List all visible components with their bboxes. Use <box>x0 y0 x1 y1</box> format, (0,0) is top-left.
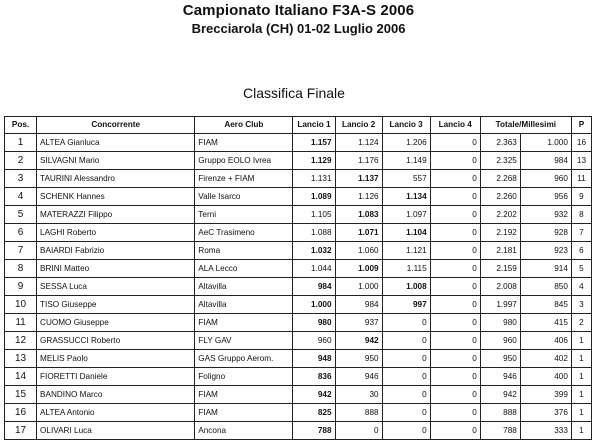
row-position: 8 <box>5 260 37 278</box>
row-lancio-1: 980 <box>293 314 335 332</box>
row-lancio-4: 0 <box>430 314 480 332</box>
table-row <box>5 404 592 422</box>
row-position: 4 <box>5 188 37 206</box>
row-lancio-4: 0 <box>430 422 480 440</box>
row-points: 16 <box>571 134 591 152</box>
row-aero-club: FIAM <box>195 386 293 404</box>
row-aero-club: Altavilla <box>195 278 293 296</box>
row-lancio-4: 0 <box>430 206 480 224</box>
row-millesimi: 406 <box>520 332 571 350</box>
row-competitor: OLIVARI Luca <box>37 422 195 440</box>
row-lancio-1: 1.157 <box>293 134 335 152</box>
row-lancio-4: 0 <box>430 296 480 314</box>
row-lancio-1: 984 <box>293 278 335 296</box>
row-lancio-2: 1.071 <box>335 224 382 242</box>
header-lancio-1: Lancio 1 <box>293 117 335 134</box>
row-points: 8 <box>571 206 591 224</box>
row-lancio-2: 1.126 <box>335 188 382 206</box>
table-row <box>5 152 592 170</box>
row-lancio-2: 1.060 <box>335 242 382 260</box>
row-lancio-2: 950 <box>335 350 382 368</box>
row-millesimi: 984 <box>520 152 571 170</box>
row-competitor: ALTEA Gianluca <box>37 134 195 152</box>
row-lancio-2: 1.137 <box>335 170 382 188</box>
row-lancio-4: 0 <box>430 278 480 296</box>
row-points: 4 <box>571 278 591 296</box>
row-competitor: MATERAZZI Filippo <box>37 206 195 224</box>
row-totale: 950 <box>480 350 520 368</box>
row-totale: 2.159 <box>480 260 520 278</box>
row-aero-club: Terni <box>195 206 293 224</box>
row-lancio-4: 0 <box>430 224 480 242</box>
row-millesimi: 845 <box>520 296 571 314</box>
header-concorrente: Concorrente <box>37 117 195 134</box>
row-millesimi: 1.000 <box>520 134 571 152</box>
row-points: 6 <box>571 242 591 260</box>
header-lancio-4: Lancio 4 <box>430 117 480 134</box>
row-millesimi: 932 <box>520 206 571 224</box>
row-lancio-1: 825 <box>293 404 335 422</box>
row-lancio-4: 0 <box>430 386 480 404</box>
document-title: Campionato Italiano F3A-S 2006 <box>182 2 415 19</box>
table-row <box>5 242 592 260</box>
row-aero-club: Roma <box>195 242 293 260</box>
row-lancio-1: 948 <box>293 350 335 368</box>
table-row <box>5 170 592 188</box>
table-row <box>5 332 592 350</box>
row-competitor: SCHENK Hannes <box>37 188 195 206</box>
row-lancio-1: 1.129 <box>293 152 335 170</box>
row-lancio-1: 1.105 <box>293 206 335 224</box>
row-millesimi: 923 <box>520 242 571 260</box>
row-lancio-3: 997 <box>382 296 430 314</box>
row-lancio-4: 0 <box>430 134 480 152</box>
row-millesimi: 850 <box>520 278 571 296</box>
row-competitor: BAIARDI Fabrizio <box>37 242 195 260</box>
row-lancio-4: 0 <box>430 332 480 350</box>
table-row <box>5 206 592 224</box>
table-row <box>5 350 592 368</box>
row-lancio-1: 1.000 <box>293 296 335 314</box>
row-lancio-1: 1.044 <box>293 260 335 278</box>
row-competitor: BANDINO Marco <box>37 386 195 404</box>
row-position: 7 <box>5 242 37 260</box>
row-lancio-1: 960 <box>293 332 335 350</box>
row-lancio-2: 937 <box>335 314 382 332</box>
row-millesimi: 928 <box>520 224 571 242</box>
table-row <box>5 314 592 332</box>
row-lancio-2: 946 <box>335 368 382 386</box>
row-lancio-2: 942 <box>335 332 382 350</box>
row-lancio-1: 788 <box>293 422 335 440</box>
row-totale: 2.181 <box>480 242 520 260</box>
row-position: 13 <box>5 350 37 368</box>
row-position: 6 <box>5 224 37 242</box>
row-totale: 960 <box>480 332 520 350</box>
row-millesimi: 399 <box>520 386 571 404</box>
row-competitor: GRASSUCCI Roberto <box>37 332 195 350</box>
row-aero-club: FLY GAV <box>195 332 293 350</box>
row-position: 2 <box>5 152 37 170</box>
row-lancio-3: 0 <box>382 422 430 440</box>
row-points: 7 <box>571 224 591 242</box>
row-position: 9 <box>5 278 37 296</box>
row-aero-club: Ancona <box>195 422 293 440</box>
row-lancio-2: 1.124 <box>335 134 382 152</box>
table-row <box>5 278 592 296</box>
row-lancio-2: 30 <box>335 386 382 404</box>
header-lancio-3: Lancio 3 <box>382 117 430 134</box>
row-lancio-4: 0 <box>430 242 480 260</box>
row-aero-club: Foligno <box>195 368 293 386</box>
row-totale: 1.997 <box>480 296 520 314</box>
row-lancio-3: 0 <box>382 386 430 404</box>
row-millesimi: 415 <box>520 314 571 332</box>
row-lancio-3: 1.115 <box>382 260 430 278</box>
header-totale-millesimi: Totale/Millesimi <box>480 117 571 134</box>
row-totale: 2.202 <box>480 206 520 224</box>
row-lancio-4: 0 <box>430 152 480 170</box>
row-totale: 2.325 <box>480 152 520 170</box>
row-lancio-1: 1.088 <box>293 224 335 242</box>
header-p: P <box>571 117 591 134</box>
row-lancio-2: 1.083 <box>335 206 382 224</box>
table-row <box>5 134 592 152</box>
table-row <box>5 386 592 404</box>
row-points: 1 <box>571 386 591 404</box>
row-lancio-3: 1.206 <box>382 134 430 152</box>
row-points: 9 <box>571 188 591 206</box>
row-position: 1 <box>5 134 37 152</box>
row-competitor: MELIS Paolo <box>37 350 195 368</box>
header-aero-club: Aero Club <box>195 117 293 134</box>
row-competitor: BRINI Matteo <box>37 260 195 278</box>
row-aero-club: Valle Isarco <box>195 188 293 206</box>
row-lancio-4: 0 <box>430 350 480 368</box>
row-totale: 942 <box>480 386 520 404</box>
row-lancio-1: 1.131 <box>293 170 335 188</box>
row-points: 1 <box>571 404 591 422</box>
row-lancio-2: 984 <box>335 296 382 314</box>
row-lancio-1: 836 <box>293 368 335 386</box>
row-totale: 946 <box>480 368 520 386</box>
row-totale: 2.260 <box>480 188 520 206</box>
table-row <box>5 422 592 440</box>
row-totale: 788 <box>480 422 520 440</box>
row-lancio-1: 1.032 <box>293 242 335 260</box>
row-millesimi: 914 <box>520 260 571 278</box>
row-totale: 2.363 <box>480 134 520 152</box>
row-aero-club: GAS Gruppo Aerom. <box>195 350 293 368</box>
row-lancio-2: 1.009 <box>335 260 382 278</box>
row-lancio-3: 1.097 <box>382 206 430 224</box>
table-row <box>5 296 592 314</box>
row-totale: 888 <box>480 404 520 422</box>
row-lancio-3: 0 <box>382 332 430 350</box>
row-competitor: ALTEA Antonio <box>37 404 195 422</box>
row-competitor: TISO Giuseppe <box>37 296 195 314</box>
row-lancio-3: 1.149 <box>382 152 430 170</box>
row-totale: 2.192 <box>480 224 520 242</box>
row-millesimi: 956 <box>520 188 571 206</box>
row-aero-club: FIAM <box>195 314 293 332</box>
row-lancio-3: 1.134 <box>382 188 430 206</box>
row-lancio-3: 0 <box>382 404 430 422</box>
header-pos: Pos. <box>5 117 37 134</box>
row-lancio-2: 888 <box>335 404 382 422</box>
row-position: 11 <box>5 314 37 332</box>
row-lancio-2: 1.176 <box>335 152 382 170</box>
row-lancio-4: 0 <box>430 368 480 386</box>
row-lancio-1: 1.089 <box>293 188 335 206</box>
row-lancio-4: 0 <box>430 170 480 188</box>
row-lancio-2: 1.000 <box>335 278 382 296</box>
row-competitor: FIORETTI Daniele <box>37 368 195 386</box>
row-position: 16 <box>5 404 37 422</box>
row-lancio-4: 0 <box>430 260 480 278</box>
row-competitor: CUOMO Giuseppe <box>37 314 195 332</box>
row-aero-club: FIAM <box>195 404 293 422</box>
row-competitor: SESSA Luca <box>37 278 195 296</box>
row-competitor: LAGHI Roberto <box>37 224 195 242</box>
row-position: 3 <box>5 170 37 188</box>
row-position: 14 <box>5 368 37 386</box>
row-millesimi: 400 <box>520 368 571 386</box>
row-lancio-1: 942 <box>293 386 335 404</box>
row-points: 1 <box>571 332 591 350</box>
row-position: 10 <box>5 296 37 314</box>
table-row <box>5 260 592 278</box>
row-points: 1 <box>571 422 591 440</box>
row-aero-club: Altavilla <box>195 296 293 314</box>
row-aero-club: FIAM <box>195 134 293 152</box>
row-points: 5 <box>571 260 591 278</box>
row-position: 15 <box>5 386 37 404</box>
row-competitor: TAURINI Alessandro <box>37 170 195 188</box>
row-totale: 2.268 <box>480 170 520 188</box>
row-aero-club: Gruppo EOLO Ivrea <box>195 152 293 170</box>
row-lancio-2: 0 <box>335 422 382 440</box>
document-subtitle: Brecciarola (CH) 01-02 Luglio 2006 <box>191 21 406 36</box>
row-lancio-4: 0 <box>430 188 480 206</box>
row-totale: 2.008 <box>480 278 520 296</box>
table-header-row <box>5 117 592 134</box>
row-points: 13 <box>571 152 591 170</box>
row-lancio-3: 1.121 <box>382 242 430 260</box>
header-lancio-2: Lancio 2 <box>335 117 382 134</box>
section-heading: Classifica Finale <box>243 85 345 101</box>
row-millesimi: 333 <box>520 422 571 440</box>
row-aero-club: Firenze + FIAM <box>195 170 293 188</box>
row-millesimi: 402 <box>520 350 571 368</box>
row-points: 11 <box>571 170 591 188</box>
row-lancio-4: 0 <box>430 404 480 422</box>
row-lancio-3: 0 <box>382 314 430 332</box>
results-table <box>4 116 592 440</box>
row-lancio-3: 0 <box>382 350 430 368</box>
row-points: 3 <box>571 296 591 314</box>
row-millesimi: 960 <box>520 170 571 188</box>
table-row <box>5 188 592 206</box>
row-position: 12 <box>5 332 37 350</box>
row-lancio-3: 1.008 <box>382 278 430 296</box>
table-row <box>5 368 592 386</box>
row-totale: 980 <box>480 314 520 332</box>
row-lancio-3: 557 <box>382 170 430 188</box>
row-lancio-3: 0 <box>382 368 430 386</box>
row-position: 5 <box>5 206 37 224</box>
table-row <box>5 224 592 242</box>
row-aero-club: AeC Trasimeno <box>195 224 293 242</box>
row-lancio-3: 1.104 <box>382 224 430 242</box>
row-competitor: SILVAGNI Mario <box>37 152 195 170</box>
row-position: 17 <box>5 422 37 440</box>
row-aero-club: ALA Lecco <box>195 260 293 278</box>
row-millesimi: 376 <box>520 404 571 422</box>
row-points: 1 <box>571 368 591 386</box>
row-points: 2 <box>571 314 591 332</box>
row-points: 1 <box>571 350 591 368</box>
